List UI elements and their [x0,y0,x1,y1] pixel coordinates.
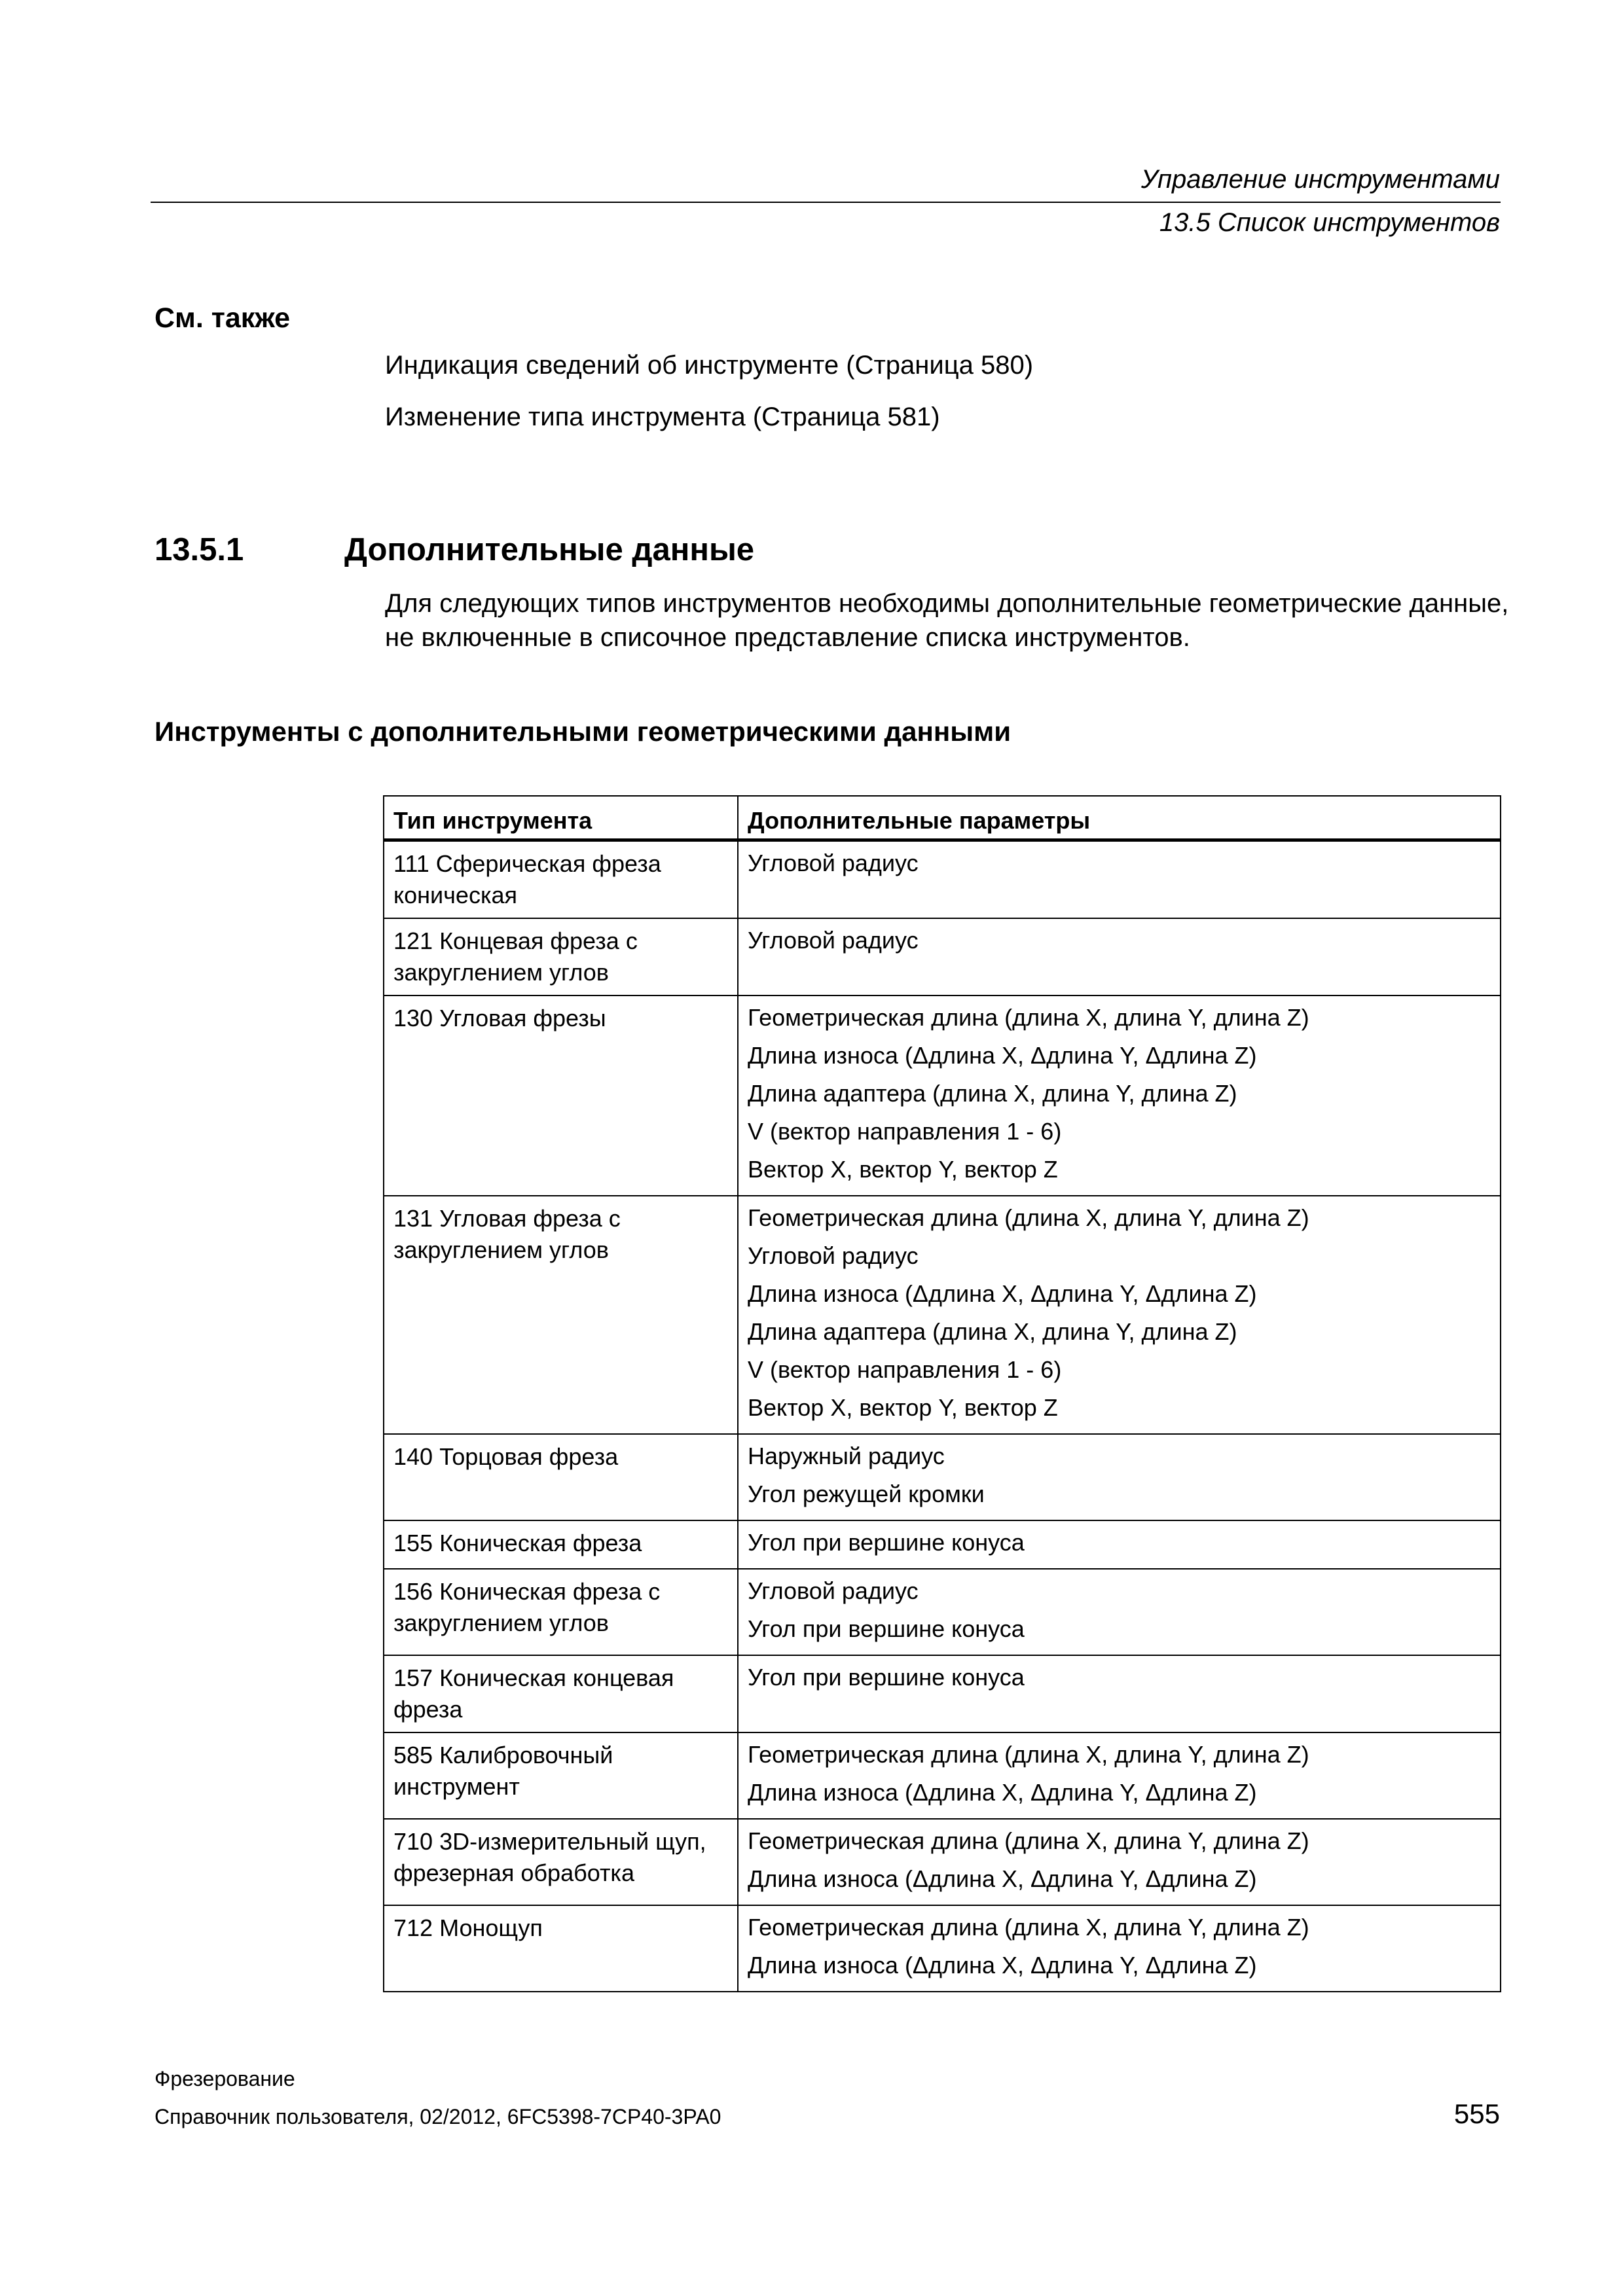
tool-type-cell [384,1732,738,1819]
tool-type-cell [384,918,738,996]
parameter-item: Угловой радиус [748,850,919,876]
table-row [384,1819,1501,1905]
table-row [384,1569,1501,1655]
parameter-item: Длина износа (Δдлина X, Δдлина Y, Δдлина Z) [748,1280,1257,1307]
tool-type-name: 131 Угловая фреза с закруглением углов [393,1205,621,1263]
parameter-item: Геометрическая длина (длина X, длина Y, длина Z) [748,1914,1309,1941]
table-row [384,918,1501,996]
tool-type-name: 157 Коническая концевая фреза [393,1664,674,1723]
parameter-item: Длина износа (Δдлина X, Δдлина Y, Δдлина Z) [748,1865,1257,1892]
tool-type-name: 111 Сферическая фреза коническая [393,850,661,908]
header-rule [151,202,1501,203]
tool-type-cell [384,840,738,919]
parameters-cell [738,1732,1501,1819]
subsection-title: Инструменты с дополнительными геометрическими данными [155,716,1012,747]
table-row [384,1196,1501,1434]
tool-type-cell [384,1434,738,1520]
parameter-item: Угол режущей кромки [748,1480,985,1507]
tool-type-name: 712 Монощуп [393,1914,543,1941]
running-header-section: 13.5 Список инструментов [1159,208,1500,237]
parameter-item: Вектор X, вектор Y, вектор Z [748,1394,1058,1421]
parameter-item: V (вектор направления 1 - 6) [748,1118,1062,1145]
tool-type-name: 121 Концевая фреза с закруглением углов [393,927,638,986]
table-header-row [384,796,1501,840]
table-row [384,1434,1501,1520]
tools-table [383,795,1501,1992]
table-row [384,1520,1501,1569]
tool-type-name: 140 Торцовая фреза [393,1443,619,1470]
tool-type-cell [384,1819,738,1905]
parameter-item: Угол при вершине конуса [748,1529,1025,1556]
tool-type-name: 710 3D-измерительный щуп, фрезерная обработка [393,1828,706,1886]
see-also-link[interactable]: Индикация сведений об инструменте (Страница 580) [385,351,1034,380]
see-also-heading: См. также [155,302,291,334]
parameter-item: Угол при вершине конуса [748,1664,1025,1691]
running-header-chapter: Управление инструментами [1140,165,1500,194]
table-row [384,1905,1501,1992]
parameters-cell [738,1905,1501,1992]
page-number: 555 [1453,2098,1500,2129]
parameter-item: Наружный радиус [748,1443,945,1469]
parameter-item: Геометрическая длина (длина X, длина Y, длина Z) [748,1004,1309,1031]
parameters-cell [738,1655,1501,1732]
footer-book-title: Фрезерование [155,2067,295,2090]
parameter-item: Вектор X, вектор Y, вектор Z [748,1156,1058,1183]
parameter-item: Угол при вершине конуса [748,1615,1025,1642]
parameters-cell [738,1434,1501,1520]
parameters-cell [738,996,1501,1196]
parameters-cell [738,918,1501,996]
parameter-item: Длина адаптера (длина X, длина Y, длина Z) [748,1080,1237,1107]
parameters-cell [738,1196,1501,1434]
parameters-cell [738,1520,1501,1569]
parameter-item: Длина износа (Δдлина X, Δдлина Y, Δдлина Z) [748,1042,1257,1069]
parameter-item: Угловой радиус [748,927,919,954]
tool-type-name: 130 Угловая фрезы [393,1005,606,1031]
parameter-item: V (вектор направления 1 - 6) [748,1356,1062,1383]
table-row [384,840,1501,919]
section-number: 13.5.1 [155,532,244,567]
parameter-item: Угловой радиус [748,1577,919,1604]
parameters-cell [738,1569,1501,1655]
see-also-link[interactable]: Изменение типа инструмента (Страница 581) [385,403,940,431]
tool-type-name: 156 Коническая фреза с закруглением углов [393,1578,661,1636]
parameter-item: Длина адаптера (длина X, длина Y, длина Z) [748,1318,1237,1345]
section-title: Дополнительные данные [344,532,755,567]
parameters-cell [738,840,1501,919]
parameter-item: Геометрическая длина (длина X, длина Y, длина Z) [748,1204,1309,1231]
section-intro: Для следующих типов инструментов необходимы дополнительные геометрические данные, не включенные в списочное представление списка инструментов. [385,589,1509,652]
table-row [384,996,1501,1196]
parameter-item: Геометрическая длина (длина X, длина Y, длина Z) [748,1827,1309,1854]
column-header-tool-type: Тип инструмента [384,796,738,840]
tool-type-cell [384,1905,738,1992]
parameter-item: Длина износа (Δдлина X, Δдлина Y, Δдлина Z) [748,1779,1257,1806]
table-row [384,1655,1501,1732]
tool-type-name: 585 Калибровочный инструмент [393,1742,613,1800]
tool-type-name: 155 Коническая фреза [393,1530,642,1556]
parameter-item: Длина износа (Δдлина X, Δдлина Y, Δдлина Z) [748,1952,1257,1979]
tool-type-cell [384,1196,738,1434]
table-row [384,1732,1501,1819]
column-header-parameters: Дополнительные параметры [738,796,1501,840]
parameter-item: Геометрическая длина (длина X, длина Y, длина Z) [748,1741,1309,1768]
tool-type-cell [384,996,738,1196]
table-body [384,840,1501,1992]
tool-type-cell [384,1569,738,1655]
footer-manual-info: Справочник пользователя, 02/2012, 6FC5398-7CP40-3PA0 [155,2105,721,2128]
tool-type-cell [384,1655,738,1732]
parameters-cell [738,1819,1501,1905]
tool-type-cell [384,1520,738,1569]
parameter-item: Угловой радиус [748,1242,919,1269]
